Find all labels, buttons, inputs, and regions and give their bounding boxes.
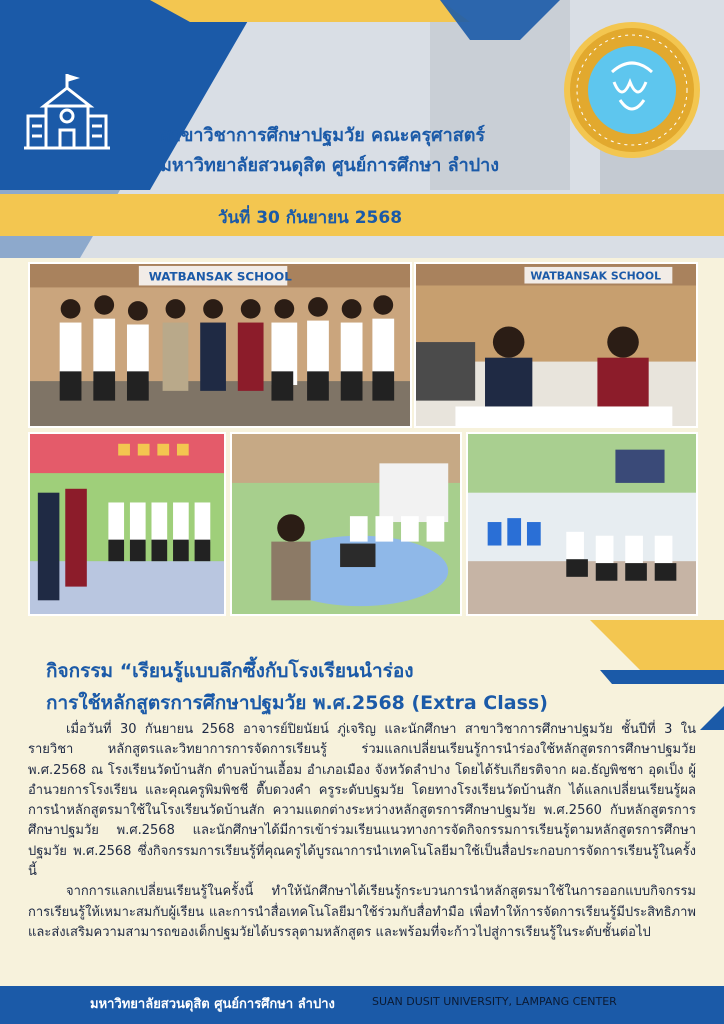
header: [0, 0, 724, 258]
photo-group-school-banner: [28, 262, 412, 428]
photo-meeting-illustration: [232, 434, 460, 614]
article-paragraph-1: เมื่อวันที่ 30 กันยายน 2568 อาจารย์ปิยนัยน์ ภู่เจริญ และนักศึกษา สาขาวิชาการศึกษาปฐมวัย ชั้นปีที่ 3 ในรายวิชา หลักสูตรและวิทยาการการจัดการเรียนรู้ ร่วมแลกเปลี่ยนเรียนรู้การนำร่องใช้หลักสูตรการศึกษาปฐมวัย พ.ศ.2568 ณ โรงเรียนวัดบ้านสัก ตำบลบ้านเอื้อม อำเภอเมือง จังหวัดลำปาง โดยได้รับเกียรติจาก ผอ.ธัญพิชชา อุดเป็ง ผู้อำนวยการโรงเรียน และคุณครูพิมพิชชี ตื๊บดวงคำ ครูระดับปฐมวัย โดยทางโรงเรียนวัดบ้านสัก ได้แลกเปลี่ยนเรียนรู้ผลการนำหลักสูตรมาใช้ในโรงเรียนวัดบ้านสัก ความแตกต่างระหว่างหลักสูตรการศึกษาปฐมวัย พ.ศ.2560 กับหลักสูตรการศึกษาปฐมวัย พ.ศ.2568 และนักศึกษาได้มีการเข้าร่วมเรียนแนวทางการจัดกิจกรรมการเรียนรู้ตามหลักสูตรการศึกษาปฐมวัย พ.ศ.2568 ซึ่งกิจกรรมการเรียนรู้ที่คุณครูได้บูรณาการนำเทคโนโลยีมาใช้เป็นสื่อประกอบการจัดการเรียนรู้ในครั้งนี้: [28, 722, 696, 880]
event-date: วันที่ 30 กันยายน 2568: [217, 208, 403, 228]
suan-dusit-seal-icon: [562, 20, 702, 160]
header-title-line1: สาขาวิชาการศึกษาปฐมวัย คณะครุศาสตร์: [160, 125, 486, 146]
school-building-icon: [24, 72, 110, 152]
photo-classroom-visit: [28, 432, 226, 616]
article-paragraph-2: จากการแลกเปลี่ยนเรียนรู้ในครั้งนี้ ทำให้นักศึกษาได้เรียนรู้กระบวนการนำหลักสูตรมาใช้ในการออกแบบกิจกรรมการเรียนรู้ให้เหมาะสมกับผู้เรียน และการนำสื่อเทคโนโลยีมาใช้ร่วมกับสื่อทำมือ เพื่อทำให้การจัดการเรียนรู้มีประสิทธิภาพและส่งเสริมความสามารถของเด็กปฐมวัยได้บรรลุตามหลักสูตร และพร้อมที่จะก้าวไปสู่การเรียนรู้ในระดับชั้นต่อไป: [28, 884, 696, 940]
footer-english: SUAN DUSIT UNIVERSITY, LAMPANG CENTER: [372, 995, 617, 1008]
header-title-line2: มหาวิทยาลัยสวนดุสิต ศูนย์การศึกษา ลำปาง: [160, 155, 500, 176]
photo-activity-illustration: [468, 434, 696, 614]
activity-title-line2: การใช้หลักสูตรการศึกษาปฐมวัย พ.ศ.2568 (Extra Class): [46, 692, 548, 714]
activity-title-line1: กิจกรรม “เรียนรู้แบบลึกซึ้งกับโรงเรียนนำร่อง: [46, 660, 414, 682]
banner-text-right: WATBANSAK SCHOOL: [530, 269, 662, 283]
photo-meeting-table: [230, 432, 462, 616]
photo-classroom-illustration: [30, 434, 224, 614]
article-body: [28, 720, 696, 943]
footer-thai: มหาวิทยาลัยสวนดุสิต ศูนย์การศึกษา ลำปาง: [90, 997, 335, 1012]
banner-text-left: WATBANSAK SCHOOL: [148, 269, 292, 284]
photo-teachers-illustration: [416, 264, 696, 426]
photo-group-illustration: [30, 264, 410, 426]
photo-teachers-seated: [414, 262, 698, 428]
photo-student-activity: [466, 432, 698, 616]
